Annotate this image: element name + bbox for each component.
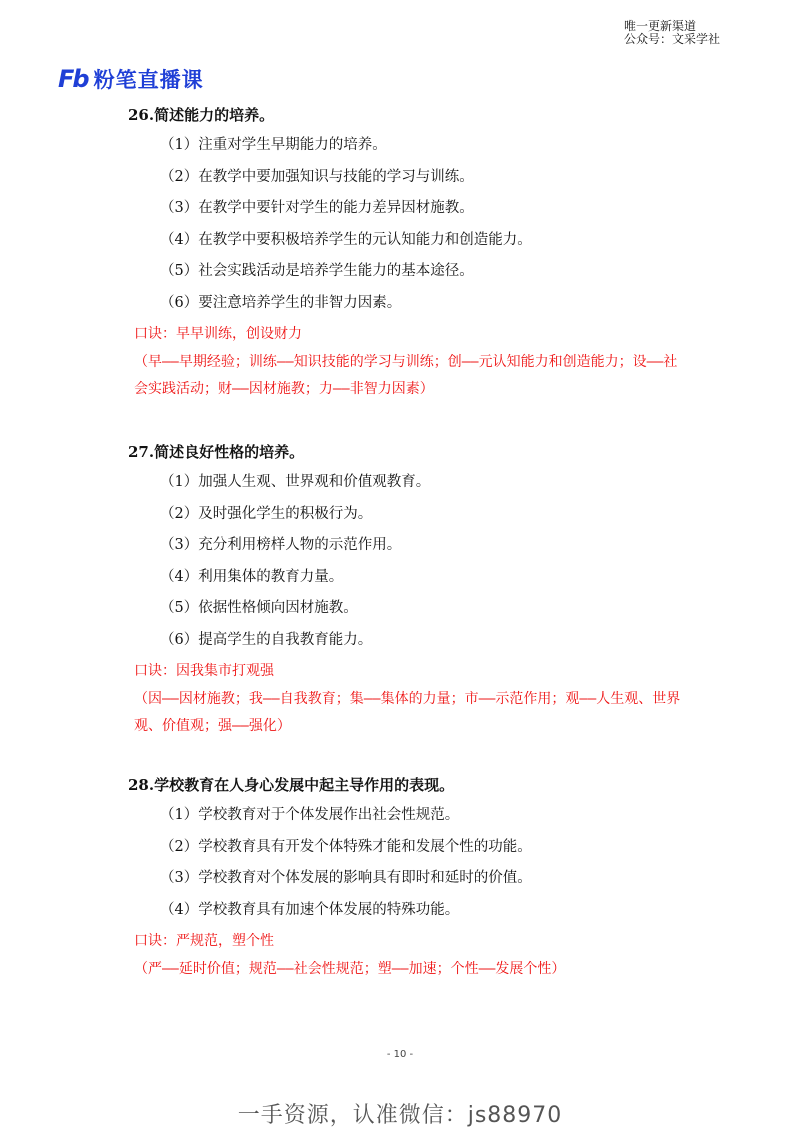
list-item: （1）学校教育对于个体发展作出社会性规范。 [160,807,460,823]
mnemonic: 口诀：严规范，塑个性 [134,933,274,949]
section-27 [128,437,688,740]
list-item: （2）在教学中要加强知识与技能的学习与训练。 [160,168,474,185]
mnemonic-explanation: （早——早期经验；训练——知识技能的学习与训练；创——元认知能力和创造能力；设——社会实践活动；财——因材施教；力——非智力因素） [134,354,678,397]
list-item: （4）在教学中要积极培养学生的元认知能力和创造能力。 [160,231,532,248]
channel-notice [624,20,720,46]
list-item: （2）及时强化学生的积极行为。 [160,505,373,522]
brand-name: 粉笔直播课 [93,68,204,92]
footer-watermark: 一手资源，认准微信：js88970 [237,1103,563,1128]
section-title: 27.简述良好性格的培养。 [128,443,305,461]
list-item: （5）社会实践活动是培养学生能力的基本途径。 [160,263,474,279]
section-28 [128,770,688,983]
list-item: （1）注重对学生早期能力的培养。 [160,137,387,153]
list-item: （4）利用集体的教育力量。 [160,568,344,585]
channel-line-1: 唯一更新渠道 [623,19,696,33]
mnemonic: 口诀：因我集市打观强 [134,663,274,679]
list-item: （4）学校教育具有加速个体发展的特殊功能。 [160,901,460,918]
channel-line-2: 公众号：文采学社 [623,32,720,46]
mnemonic-explanation: （严——延时价值；规范——社会性规范；塑——加速；个性——发展个性） [134,961,566,977]
list-item: （2）学校教育具有开发个体特殊才能和发展个性的功能。 [160,838,532,855]
list-item: （3）充分利用榜样人物的示范作用。 [160,537,402,553]
section-26 [128,100,688,403]
list-item: （3）在教学中要针对学生的能力差异因材施教。 [160,200,474,216]
list-item: （3）学校教育对个体发展的影响具有即时和延时的价值。 [160,870,532,886]
list-item: （5）依据性格倾向因材施教。 [160,600,358,616]
mnemonic-explanation: （因——因材施教；我——自我教育；集——集体的力量；市——示范作用；观——人生观、世界观、价值观；强——强化） [134,691,681,734]
brand-logo [58,64,204,94]
list-item: （6）要注意培养学生的非智力因素。 [160,294,402,311]
mnemonic: 口诀：早早训练，创设财力 [134,326,302,342]
list-item: （6）提高学生的自我教育能力。 [160,631,373,648]
section-title: 28.学校教育在人身心发展中起主导作用的表现。 [128,776,455,794]
brand-mark: Fb [58,65,88,93]
page-number: - 10 - [386,1049,414,1060]
list-item: （1）加强人生观、世界观和价值观教育。 [160,474,431,490]
section-title: 26.简述能力的培养。 [128,106,275,124]
